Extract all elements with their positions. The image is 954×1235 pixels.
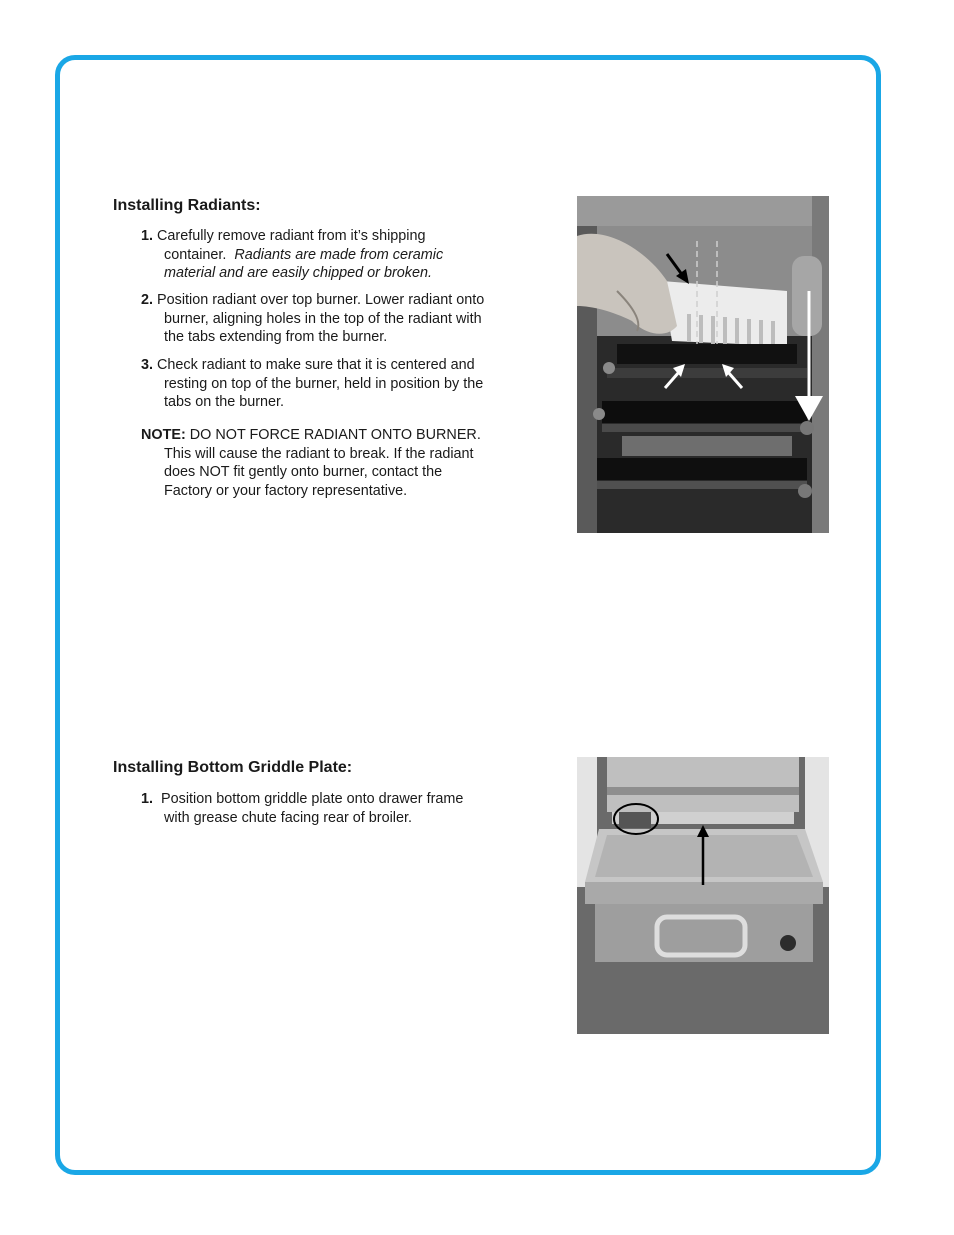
step-caution-text: Radiants are made from ceramic bbox=[234, 246, 444, 263]
radiant-installation-photo bbox=[577, 196, 829, 533]
step-caution-text: material and are easily chipped or broken. bbox=[164, 265, 432, 282]
note-text: DO NOT FORCE RADIANT ONTO BURNER. bbox=[189, 427, 481, 443]
step-text: Position radiant over top burner. Lower radiant onto bbox=[157, 292, 485, 308]
radiant-step-3 bbox=[141, 356, 531, 412]
step-text: Carefully remove radiant from it’s shipping bbox=[157, 228, 426, 244]
radiant-photo-drawing bbox=[577, 196, 829, 533]
radiant-step-1 bbox=[141, 227, 531, 283]
note-text: Factory or your factory representative. bbox=[164, 482, 408, 499]
step-number: 1. bbox=[141, 228, 154, 244]
note-text: This will cause the radiant to break. If the radiant bbox=[164, 445, 474, 462]
step-text: with grease chute facing rear of broiler. bbox=[164, 809, 412, 826]
step-text: tabs on the burner. bbox=[164, 394, 285, 411]
radiant-step-2 bbox=[141, 291, 531, 347]
section-heading-installing-radiants: Installing Radiants: bbox=[113, 197, 261, 214]
step-text: the tabs extending from the burner. bbox=[164, 329, 388, 346]
step-text: Position bottom griddle plate onto drawer frame bbox=[161, 791, 464, 807]
griddle-photo-drawing bbox=[577, 757, 829, 1034]
step-text: Check radiant to make sure that it is centered and bbox=[157, 357, 475, 373]
step-number: 3. bbox=[141, 357, 154, 373]
note-text: does NOT fit gently onto burner, contact the bbox=[164, 464, 443, 481]
section-heading-installing-bottom-griddle-plate: Installing Bottom Griddle Plate: bbox=[113, 759, 353, 776]
step-text: container. bbox=[164, 246, 227, 263]
step-number: 1. bbox=[141, 791, 154, 807]
note-label: NOTE: bbox=[141, 427, 186, 443]
griddle-plate-photo bbox=[577, 757, 829, 1034]
step-number: 2. bbox=[141, 292, 154, 308]
griddle-step-1 bbox=[141, 790, 531, 827]
step-text: resting on top of the burner, held in position by the bbox=[164, 375, 484, 392]
step-text: burner, aligning holes in the top of the radiant with bbox=[164, 310, 482, 327]
radiant-note bbox=[141, 426, 531, 500]
